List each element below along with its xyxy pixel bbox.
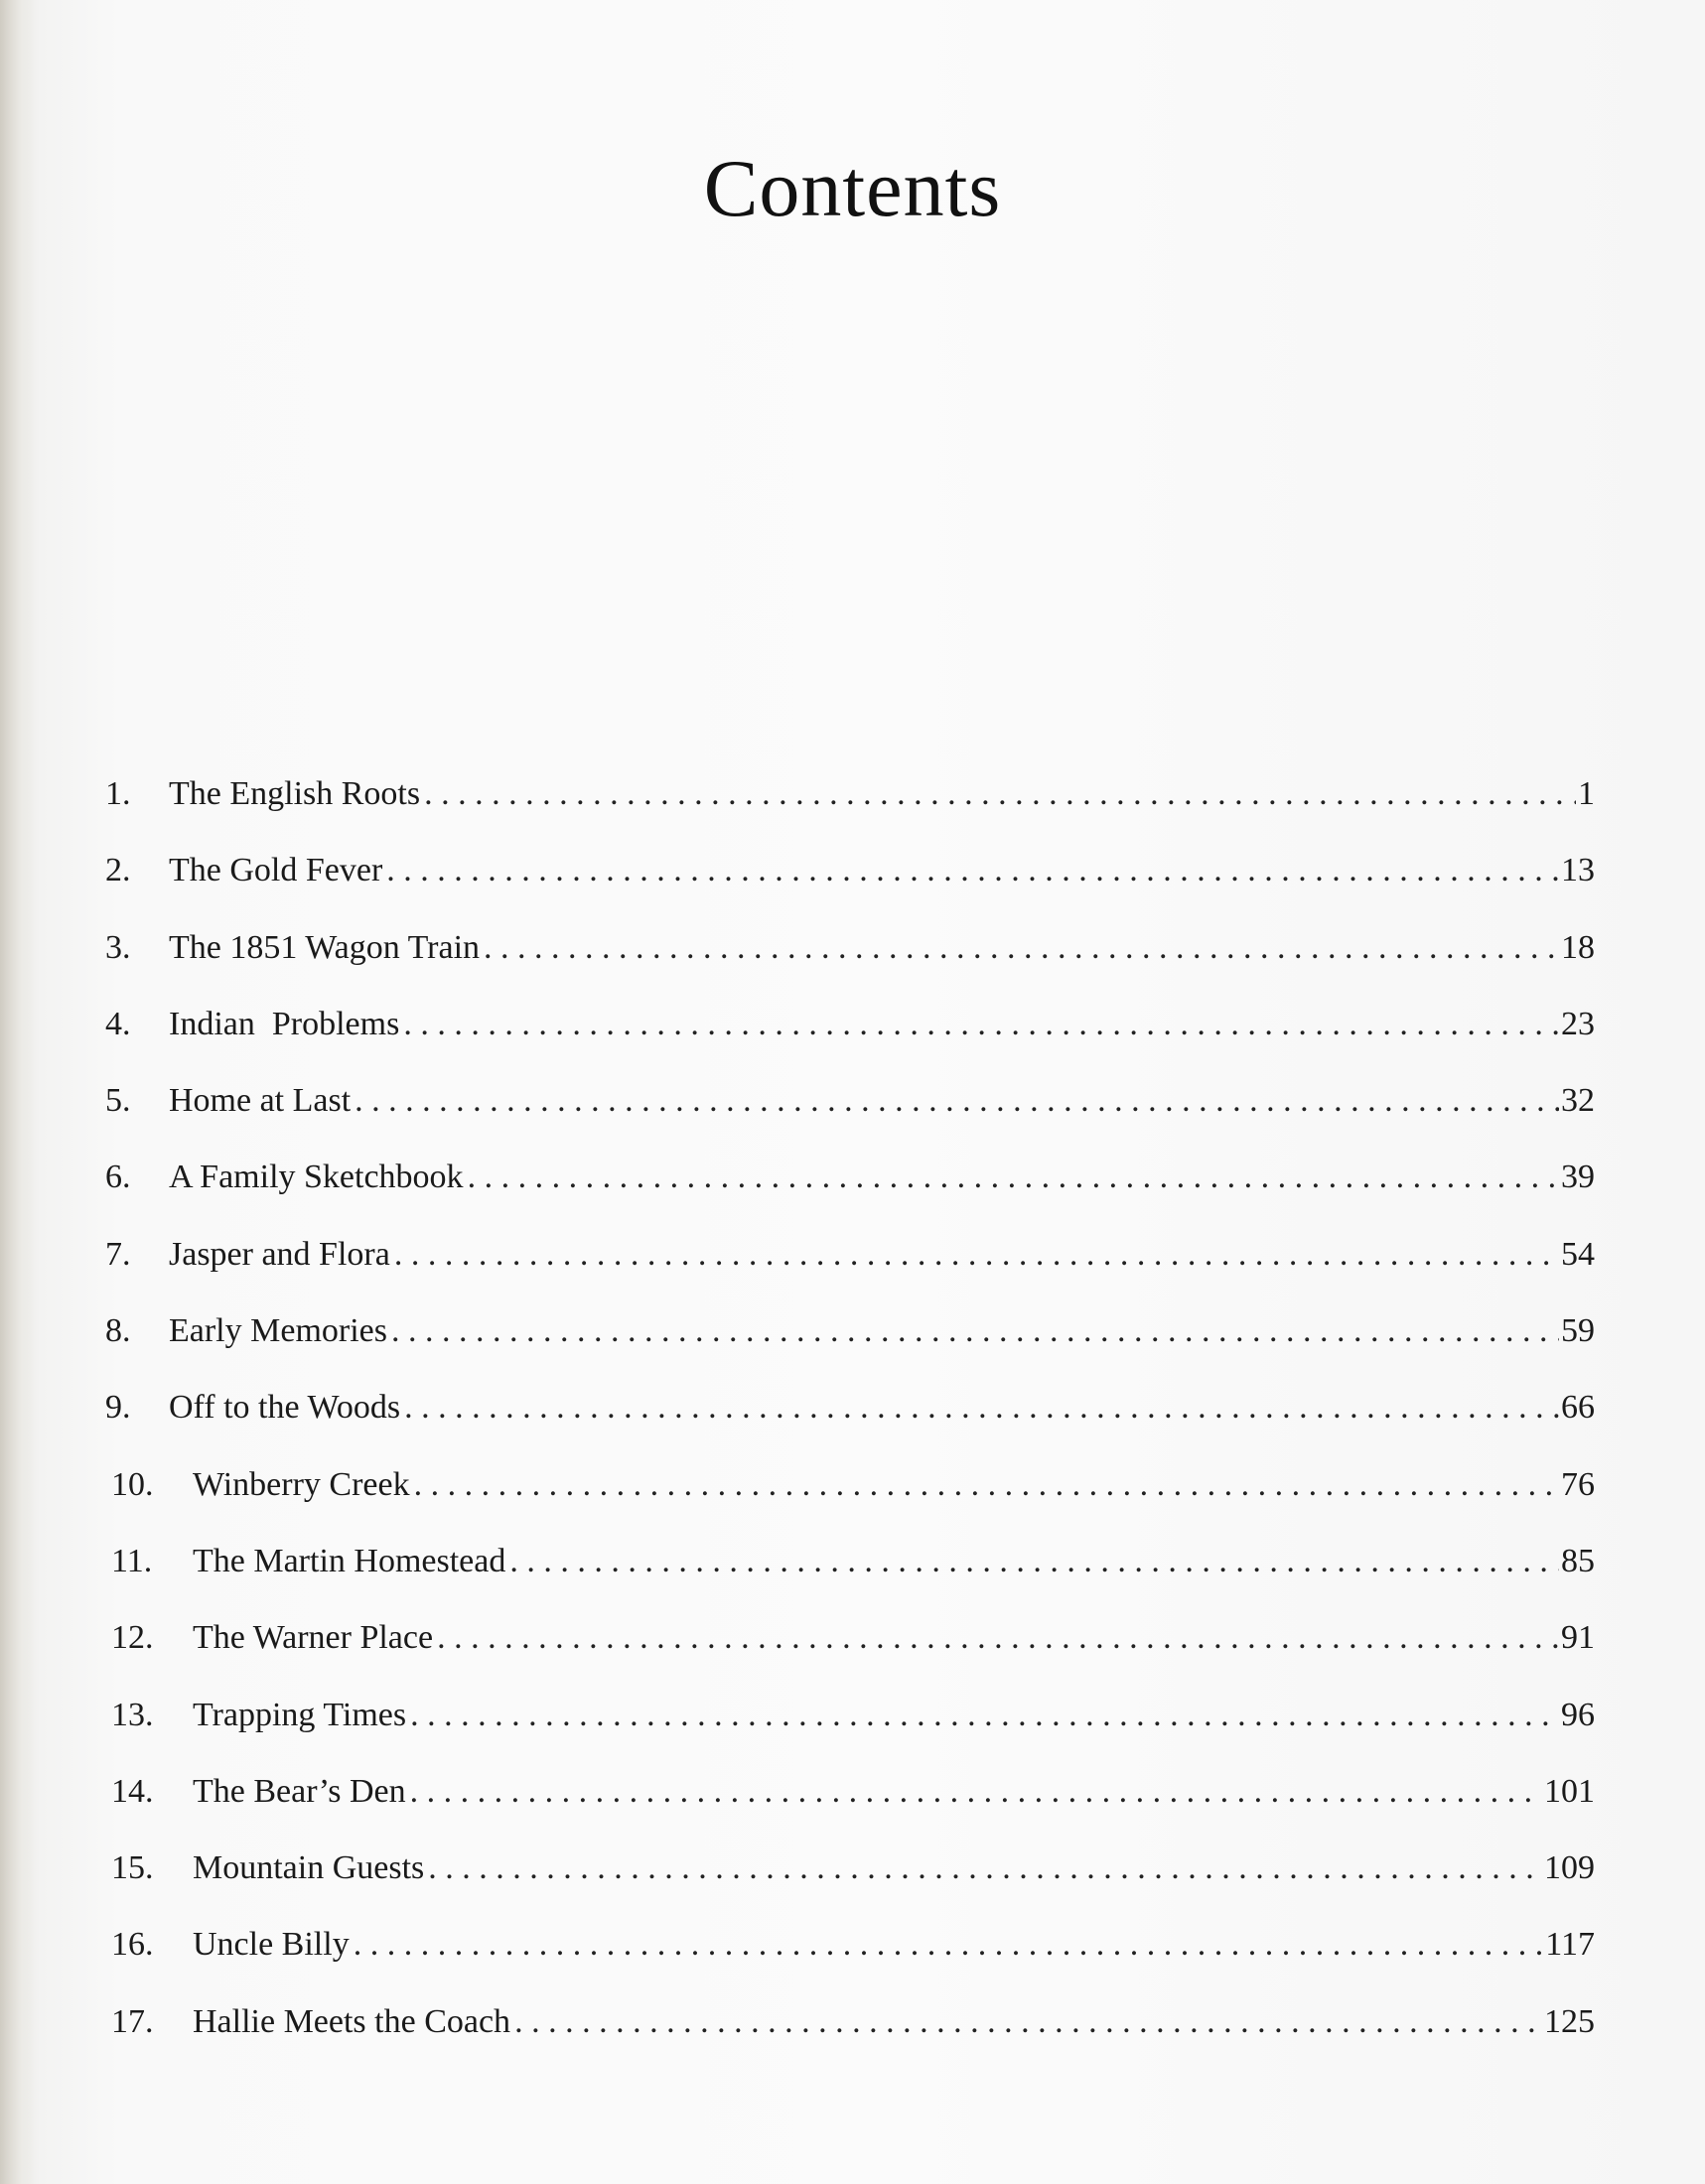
toc-entry: [105, 918, 1595, 995]
toc-entry: [105, 1455, 1595, 1532]
toc-entry: [105, 1378, 1595, 1454]
toc-entry: [105, 1148, 1595, 1224]
chapter-number: 5.: [105, 1082, 131, 1120]
toc-entry: [105, 995, 1595, 1071]
dot-leader: [382, 841, 1559, 900]
dot-leader: [387, 1301, 1559, 1361]
chapter-number: 17.: [111, 2002, 154, 2040]
toc-entry: [105, 1839, 1595, 1915]
page-number: 13: [1561, 852, 1595, 889]
dot-leader: [433, 1608, 1559, 1668]
toc-entry: [105, 1608, 1595, 1685]
chapter-number: 7.: [105, 1235, 131, 1273]
dot-leader: [410, 1455, 1559, 1515]
toc-entry: [105, 1301, 1595, 1378]
chapter-number: 12.: [111, 1619, 154, 1657]
dot-leader: [420, 764, 1576, 824]
page-number: 54: [1561, 1235, 1595, 1273]
page-number: 96: [1561, 1696, 1595, 1733]
dot-leader: [390, 1225, 1559, 1285]
chapter-title: Home at Last: [169, 1082, 352, 1120]
chapter-title: The Gold Fever: [169, 852, 383, 889]
chapter-number: 3.: [105, 928, 131, 966]
toc-entry: [105, 1225, 1595, 1301]
dot-leader: [399, 995, 1559, 1054]
chapter-number: 13.: [111, 1696, 154, 1733]
page-number: 109: [1544, 1849, 1595, 1887]
chapter-title: The Martin Homestead: [193, 1542, 506, 1579]
page-number: 23: [1561, 1005, 1595, 1042]
page-number: 59: [1561, 1312, 1595, 1350]
chapter-number: 16.: [111, 1926, 154, 1964]
chapter-title: Mountain Guests: [193, 1849, 425, 1887]
page-title: Contents: [703, 142, 1002, 233]
chapter-title: Off to the Woods: [169, 1389, 401, 1427]
dot-leader: [406, 1762, 1542, 1822]
page-number: 1: [1578, 775, 1595, 812]
dot-leader: [424, 1839, 1542, 1898]
page-number: 66: [1561, 1389, 1595, 1427]
dot-leader: [351, 1071, 1559, 1131]
chapter-number: 1.: [105, 775, 131, 812]
page-number: 85: [1561, 1542, 1595, 1579]
chapter-number: 15.: [111, 1849, 154, 1887]
table-of-contents: [105, 764, 1595, 2069]
page-number: 18: [1561, 928, 1595, 966]
chapter-title: The Bear’s Den: [193, 1772, 406, 1810]
chapter-title: Trapping Times: [193, 1696, 407, 1733]
chapter-title: Indian Problems: [169, 1005, 400, 1042]
chapter-title: Hallie Meets the Coach: [193, 2002, 511, 2040]
page-gutter: [0, 0, 34, 2184]
chapter-title: A Family Sketchbook: [169, 1159, 464, 1196]
toc-entry: [105, 841, 1595, 917]
dot-leader: [464, 1148, 1559, 1207]
toc-entry: [105, 1532, 1595, 1608]
page-number: 32: [1561, 1082, 1595, 1120]
chapter-title: Uncle Billy: [193, 1926, 350, 1964]
toc-entry: [105, 1762, 1595, 1839]
page-number: 91: [1561, 1619, 1595, 1657]
toc-entry: [105, 1992, 1595, 2069]
dot-leader: [406, 1686, 1559, 1745]
chapter-title: Winberry Creek: [193, 1465, 410, 1503]
toc-entry: [105, 1071, 1595, 1148]
page-number: 101: [1544, 1772, 1595, 1810]
chapter-number: 10.: [111, 1465, 154, 1503]
dot-leader: [510, 1992, 1542, 2052]
chapter-number: 14.: [111, 1772, 154, 1810]
chapter-number: 11.: [111, 1542, 153, 1579]
chapter-title: Jasper and Flora: [169, 1235, 390, 1273]
page-number: 76: [1561, 1465, 1595, 1503]
dot-leader: [350, 1915, 1544, 1975]
chapter-title: Early Memories: [169, 1312, 387, 1350]
toc-entry: [105, 1686, 1595, 1762]
chapter-number: 4.: [105, 1005, 131, 1042]
chapter-number: 6.: [105, 1159, 131, 1196]
page-number: 117: [1545, 1926, 1595, 1964]
chapter-number: 8.: [105, 1312, 131, 1350]
toc-entry: [105, 764, 1595, 841]
chapter-title: The Warner Place: [193, 1619, 434, 1657]
page-number: 125: [1544, 2002, 1595, 2040]
chapter-number: 2.: [105, 852, 131, 889]
chapter-title: The English Roots: [169, 775, 421, 812]
chapter-title: The 1851 Wagon Train: [169, 928, 481, 966]
chapter-number: 9.: [105, 1389, 131, 1427]
dot-leader: [505, 1532, 1559, 1591]
dot-leader: [400, 1378, 1559, 1437]
dot-leader: [480, 918, 1559, 978]
toc-entry: [105, 1915, 1595, 1991]
page-number: 39: [1561, 1159, 1595, 1196]
